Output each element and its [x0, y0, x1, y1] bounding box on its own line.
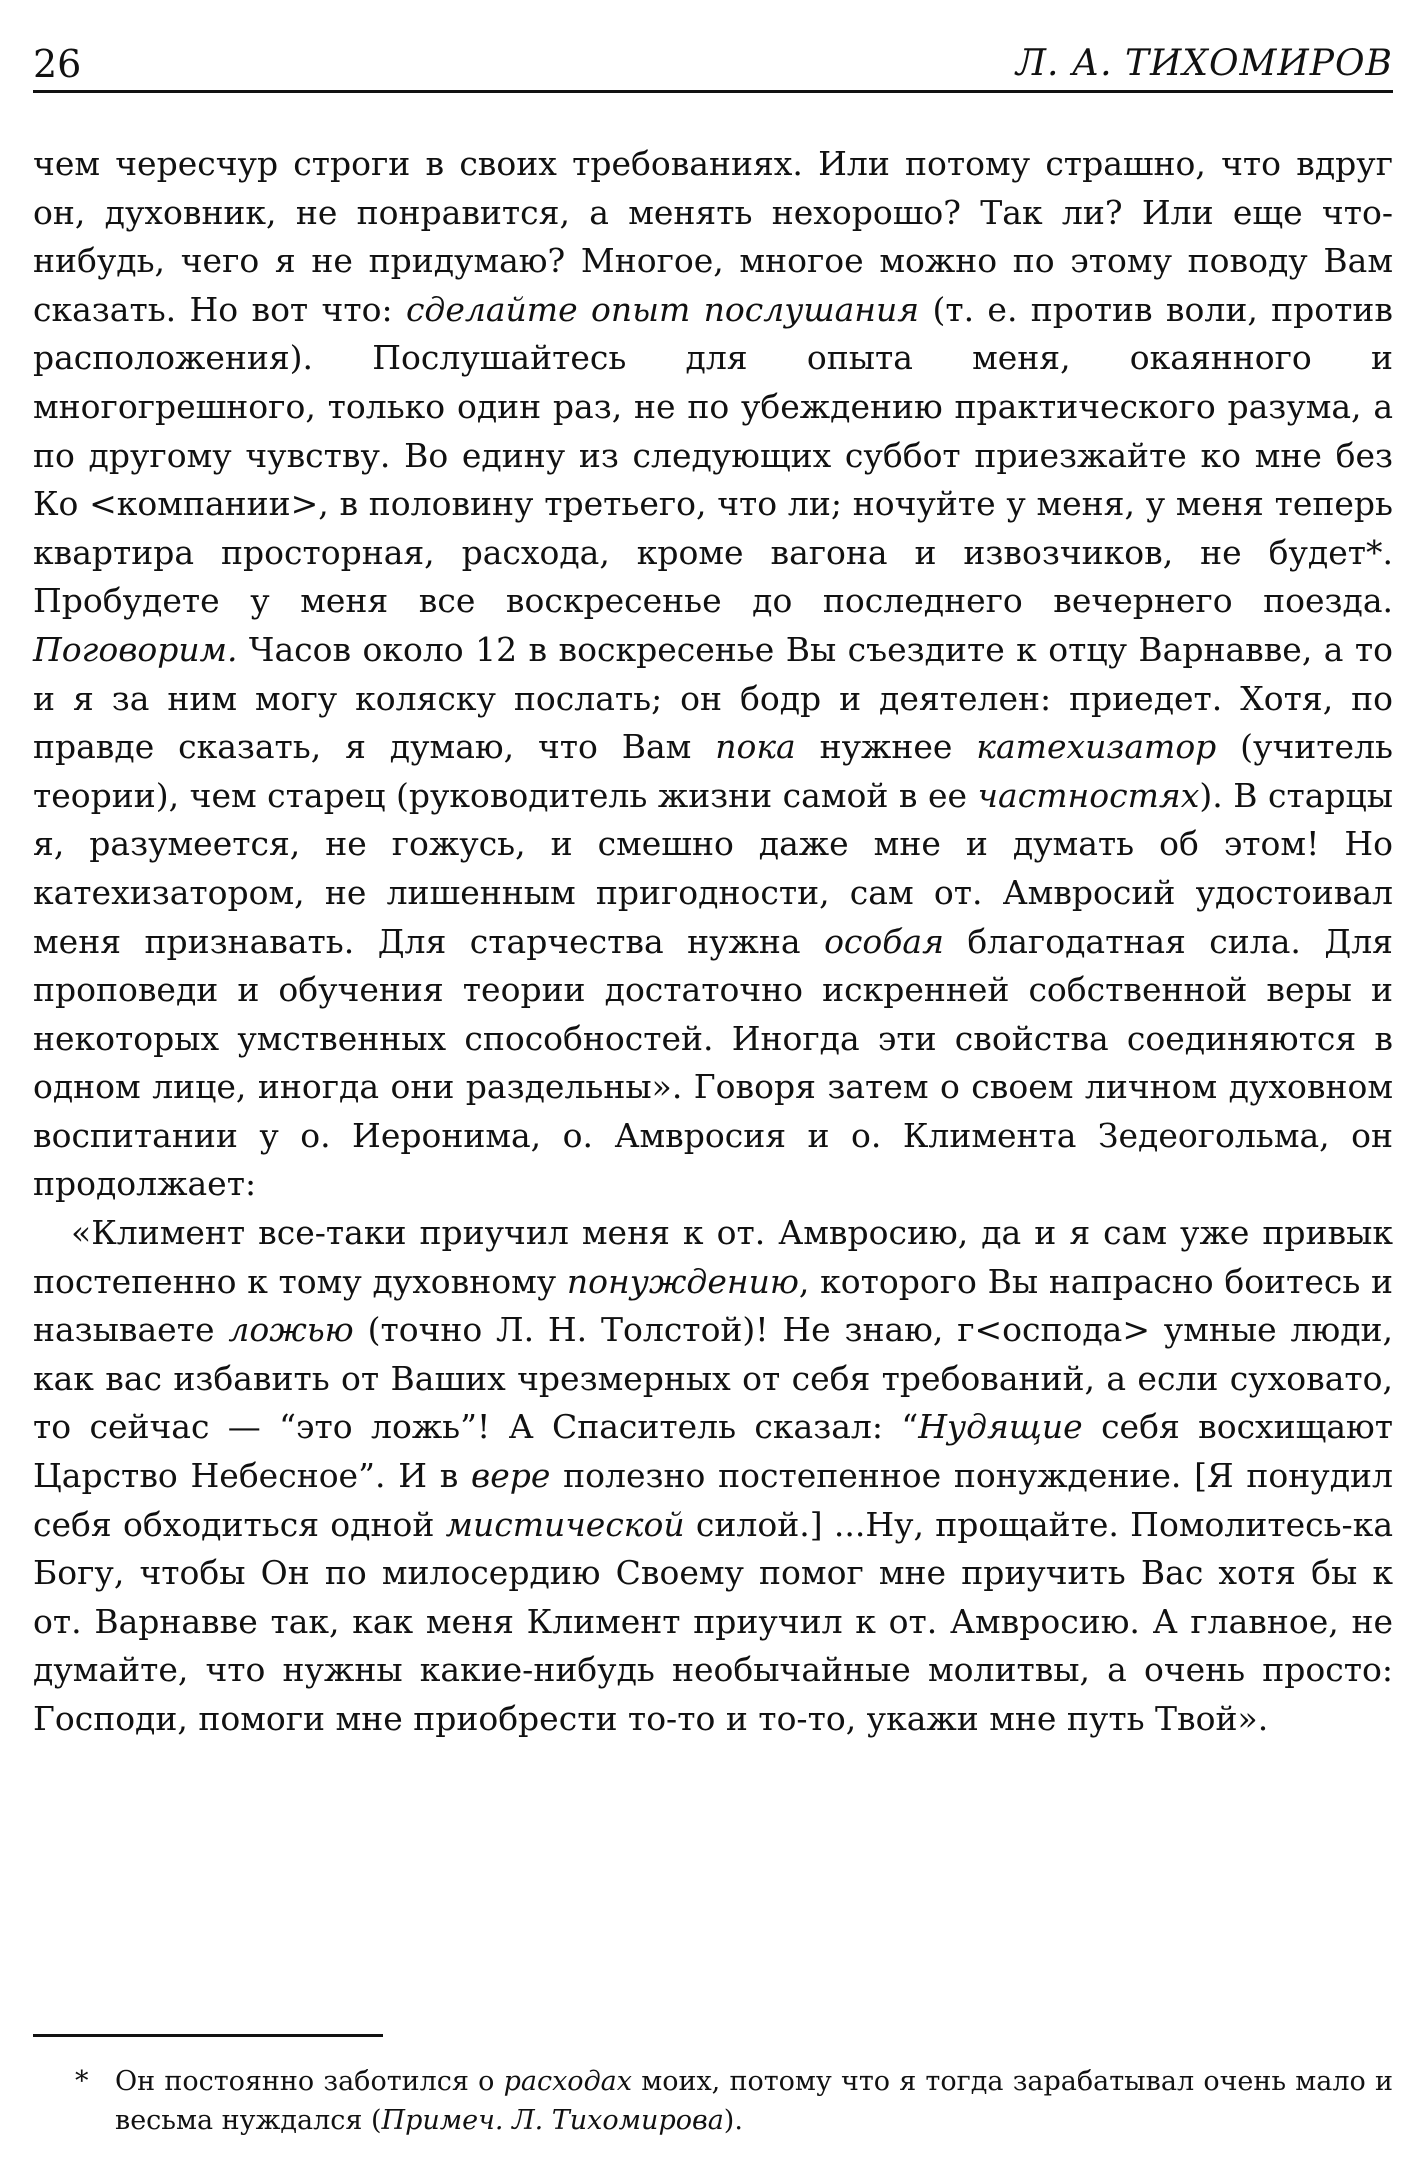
italic-span: ложью	[228, 1310, 354, 1350]
italic-span: Примеч. Л. Тихомирова	[381, 2105, 724, 2136]
book-page	[33, 0, 1393, 2160]
italic-span: Поговорим.	[33, 629, 238, 669]
text-span: «Климент все-таки приучил меня к от. Амвросию, да и я сам уже привык постепенно к тому духовному	[33, 1213, 1393, 1301]
italic-span: расходах	[503, 2066, 632, 2097]
text-span: (т. е. против воли, против расположения). Послушайтесь для опыта меня, окаянного и многогрешного, только один раз, не по убеждению практического разума, а по другому чувству. Во едину из следующих суббот приезжайте ко мне без Ко <компании>, в половину третьего, что ли; ночуйте у меня, у меня теперь квартира просторная, расхода, кроме вагона и извозчиков, не будет*. Пробудете у меня все воскресенье до последнего вечернего поезда.	[33, 289, 1393, 621]
text-span: Часов около 12 в воскресенье Вы съездите к отцу Варнавве, а то и я за ним могу коляску послать; он бодр и деятелен: приедет. Хотя, по правде сказать, я думаю, что Вам	[33, 629, 1393, 767]
page-number: 26	[33, 42, 82, 86]
text-span: ).	[723, 2105, 743, 2136]
text-span: (точно Л. Н. Толстой)! Не знаю, г<оспода> умные люди, как вас избавить от Ваших чрезмерных от себя требований, а если суховато, то сейчас — “это ложь”! А Спаситель сказал: “	[33, 1310, 1393, 1447]
italic-span: мистической	[445, 1504, 685, 1544]
italic-span: понуждению	[566, 1261, 799, 1301]
text-span: чем чересчур строги в своих требованиях. Или потому страшно, что вдруг он, духовник, не понравится, а менять нехорошо? Так ли? Или еще что-нибудь, чего я не придумаю? Многое, многое можно по этому поводу Вам сказать. Но вот что:	[33, 144, 1393, 329]
text-span: силой.] ...Ну, прощайте. Помолитесь-ка Богу, чтобы Он по милосердию Своему помог мне приучить Вас хотя бы к от. Варнавве так, как меня Климент приучил к от. Амвросию. А главное, не думайте, что нужны какие-нибудь необычайные молитвы, а очень просто: Господи, помоги мне приобрести то-то и то-то, укажи мне путь Твой».	[33, 1504, 1393, 1738]
text-span: благодатная сила. Для проповеди и обучения теории достаточно искренней собственной веры и некоторых умственных способностей. Иногда эти свойства соединяются в одном лице, иногда они раздельны». Говоря затем о своем личном духовном воспитании у о. Иеронима, о. Амвросия и о. Климента Зедеогольма, он продолжает:	[33, 921, 1393, 1204]
italic-span: особая	[824, 921, 944, 961]
italic-span: Нудящие	[918, 1407, 1083, 1447]
footnote	[75, 2062, 1393, 2140]
italic-span: пока	[715, 727, 796, 767]
text-span: , которого Вы напрасно боитесь и называете	[33, 1261, 1393, 1350]
text-span: нужнее	[795, 727, 977, 767]
paragraph-1	[33, 140, 1393, 1209]
italic-span: вере	[471, 1456, 551, 1496]
text-span: Он постоянно заботился о	[115, 2066, 504, 2097]
footnote-mark: *	[75, 2066, 89, 2097]
text-span: ). В старцы я, разумеется, не гожусь, и смешно даже мне и думать об этом! Но катехизатором, не лишенным пригодности, сам от. Амвросий удостоивал меня признавать. Для старчества нужна	[33, 775, 1393, 961]
italic-span: частностях	[977, 775, 1200, 815]
italic-span: сделайте опыт послушания	[405, 289, 920, 329]
italic-span: катехизатор	[976, 727, 1217, 767]
header-rule	[33, 90, 1393, 93]
text-span: моих, потому что я тогда зарабатывал очень мало и весьма нуждался (	[115, 2066, 1393, 2136]
running-head: Л. А. ТИХОМИРОВ	[1015, 43, 1393, 84]
footnote-rule	[33, 2034, 383, 2037]
body-text	[33, 140, 1393, 1744]
text-span: (учитель теории), чем старец (руководитель жизни самой в ее	[33, 727, 1393, 815]
text-span: себя восхищают Царство Небесное”. И в	[33, 1407, 1393, 1496]
page-header	[33, 38, 1393, 90]
text-span: полезно постепенное понуждение. [Я понудил себя обходиться одной	[33, 1456, 1393, 1544]
paragraph-2	[33, 1209, 1393, 1744]
